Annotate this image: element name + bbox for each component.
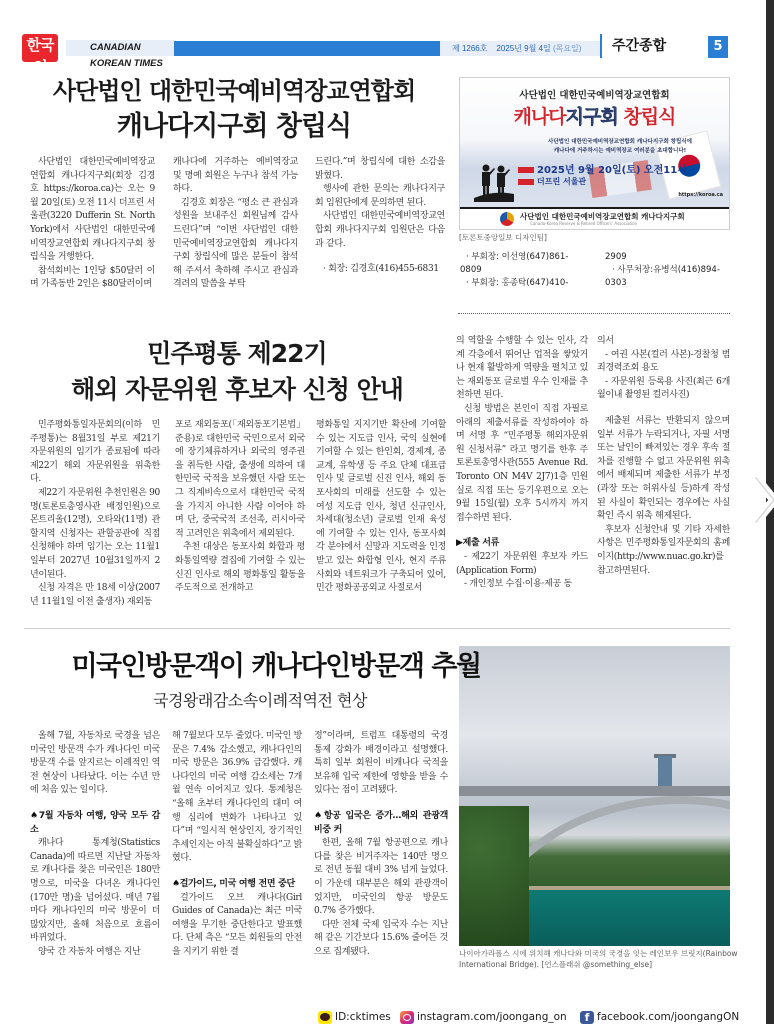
headline-line-1: 민주평통 제22기 (147, 339, 327, 368)
poster-footer-org: 사단법인 대한민국예비역장교연합회 캐나다지구회 (520, 212, 685, 221)
article1-column-2 (173, 156, 298, 292)
subheading: ♠걸가이드, 미국 여행 전면 중단 (172, 878, 295, 889)
paragraph: 추천 대상은 동포사회 화합과 평화통일역량 결집에 기여할 수 있는 신진 인사로 해외 평화통일 활동을 주도적으로 전개하고 (175, 542, 305, 594)
newspaper-english-name: CANADIAN KOREAN TIMES (66, 40, 174, 56)
newspaper-logo (22, 34, 58, 76)
officer-contacts (460, 251, 740, 299)
event-poster-image (459, 77, 730, 230)
issue-day: (목요일) (552, 44, 582, 53)
article3-column-1 (30, 730, 160, 960)
kakaotalk-icon (318, 1011, 332, 1024)
article3-column-3 (314, 730, 448, 960)
poster-title-part: 지구회 (565, 106, 618, 128)
headline-line-1: 사단법인 대한민국예비역장교연합회 (52, 77, 416, 105)
paragraph: 포로 재외동포(「재외동포기본법」 준용)로 대한민국 국민으로서 외국에 장기체류하거나 외국의 영주권을 취득한 사람, 출생에 의하여 대한민국 국적을 보유했던 사람 또는 그 직계비속으로서 대한민국 국적을 가지지 아니한 사람 이어야 하며 단, 중국국적 조선족, 러시아국적 고려인은 위촉에서 제외된다. (175, 420, 305, 539)
subheading: ♠7월 자동차 여행, 양국 모두 감소 (30, 810, 160, 835)
photo-credit: [토론토중앙일보 디자인팀] (459, 233, 547, 242)
subheading: ♠항공 입국은 증가…해외 관광객 비중 커 (314, 810, 448, 835)
facebook-icon: f (580, 1011, 594, 1024)
poster-footer (460, 207, 729, 229)
paragraph: 드린다.”며 창립식에 대한 소감을 밝혔다. (315, 157, 445, 181)
observation-tower (658, 756, 672, 788)
poster-footer-eng: Canada-Korea Reserve & Retired Officers' Association (530, 221, 638, 226)
paragraph: 한편, 올해 7월 항공편으로 캐나다를 찾은 비거주자는 140만 명으로 전년 동월 대비 3% 넘게 늘었다. 이 가운데 대부분은 해외 관광객이었지만, 미국인의 항공 방문도 0.7% 증가했다. (314, 838, 448, 917)
article3-column-2 (172, 730, 302, 960)
paragraph: 의 역할을 수행할 수 있는 인사, 각계 각층에서 뛰어난 업적을 쌓았거나 현재 활발하게 역량을 펼치고 있는 재외동포 글로벌 우수 인재를 추천하면 된다. (456, 336, 588, 401)
document-item: - 여권 사본(컬러 사본)-경찰청 범죄경력조회 용도 (597, 349, 730, 374)
page-number: 5 (708, 36, 728, 58)
paragraph: 김경호 회장은 “평소 큰 관심과 성원을 보내주신 회원님께 감사 드린다”며 “이번 사단법인 대한민국예비역장교연합회 캐나다지구회 창립식에 많은 분들이 참석해 주셔서 축하해 주시고 관심과 격려의 말씀을 부탁 (173, 197, 298, 290)
rainbow-bridge-photo (459, 646, 730, 946)
masthead (22, 34, 748, 76)
article2-column-3 (316, 419, 446, 596)
facebook-link[interactable] (580, 1011, 739, 1024)
article1-column-3 (315, 156, 445, 277)
paragraph: 신청 방법은 본인이 직접 자필로 아래의 제출서류를 작성하여야 하며 서명 후 “민주평통 해외자문위원 신청서류” 라고 명기를 한후 주토론토총영사관(555 Avenue Rd. Toronto ON M4V 2J7)1층 민원실로 직접 또는 등기우편으로 오는 9월 15일(월) 오후 5시까지 까지 접수하면 된다. (456, 403, 588, 523)
facebook-url: facebook.com/joongangON (597, 1011, 740, 1023)
article3-headline: 미국인방문객이 캐나다인방문객 추월 (71, 651, 481, 682)
bridge-deck (459, 786, 730, 796)
contact-secretary: · 사무처장:유병석(416)894- (612, 265, 720, 275)
saluting-soldiers-silhouette (474, 160, 514, 202)
paragraph: 신청 자격은 만 18세 이상(2007년 11월1일 이전 출생자) 재외동 (30, 583, 160, 607)
article2-headline (30, 336, 444, 408)
headline-line-2: 캐나다지구회 창립식 (116, 111, 352, 142)
paragraph: 캐나다 통계청(Statistics Canada)에 따르면 지난달 자동차로 캐나다를 찾은 미국인은 180만 명으로, 미국을 다녀온 캐나다인(170만 명)을 넘어섰다. 매년 7월마다 캐나다인의 미국 방문이 더 많았지만, 올해 처음으로 흐름이 바뀌었다. (30, 838, 160, 944)
photo-caption: 나이아가라폴스 시에 위치해 캐나다와 미국의 국경을 잇는 레인보우 브릿지(Rainbow International Bridge). [언스플래쉬 @something_else] (459, 949, 738, 969)
next-page-chevron-icon[interactable] (752, 472, 774, 528)
paragraph: 캐나다에 거주하는 예비역장교 및 명예 회원은 누구나 참석 가능하다. (173, 157, 298, 195)
paragraph: 걸가이드 오브 캐나다(Girl Guides of Canada)는 최근 미국 여행을 무기한 중단한다고 발표했다. 단체 측은 “모든 회원들의 안전을 지키기 위한 결 (172, 892, 302, 957)
paragraph: 다만 전체 국제 입국자 수는 지난해 같은 기간보다 15.6% 줄어든 것으로 집계됐다. (314, 919, 448, 957)
paragraph: 사단법인 대한민국예비역장교연합회 캐나다지구회(회장 김경호 https://koroa.ca)는 오는 9월 20일(토) 오전 11시 더프린 서울관(3220 Dufferin St. North York)에서 사단법인 대한민국예비역장교연합회 캐나다지구회 창립식을 거행한다. (30, 157, 155, 263)
paragraph: 후보자 신청안내 및 기타 자세한 사항은 민주평화통일자문회의 홈페이지(http://www.nuac.go.kr)를 참고하면된다. (597, 524, 730, 576)
masthead-bar (174, 41, 440, 56)
issue-date: 2025년 9월 4일 (496, 44, 551, 53)
paragraph: 양국 간 자동차 여행은 지난 (38, 946, 141, 957)
document-item: 의서 (597, 336, 614, 346)
headline-line-2: 해외 자문위원 후보자 신청 안내 (71, 375, 403, 404)
paragraph: 참석회비는 1인당 $50달러 이며 가족동반 2인은 $80달러이며 (30, 265, 155, 290)
poster-place (518, 176, 586, 187)
paragraph: 정”이라며, 트럼프 대통령의 국경 통제 강화가 배경이라고 설명했다. 특히 일부 회원이 비캐나다 국적을 보유해 입국 제한에 영향을 받을 수 있다는 점이 고려됐다. (314, 731, 448, 796)
issue-number: 제 1266호 (452, 44, 488, 53)
poster-place-text: 더프린 서울관 (537, 177, 587, 186)
article1-headline (24, 74, 444, 144)
paragraph: 올해 7월, 자동차로 국경을 넘은 미국인 방문객 수가 캐나다인 미국 방문객 수를 앞지르는 이례적인 역전 현상이 나타났다. 이는 수년 만에 처음 있는 일이다. (30, 731, 160, 796)
paragraph: 행사에 관한 문의는 캐나다지구회 임원단에게 문의하면 된다. (315, 184, 445, 208)
river-water (519, 890, 730, 946)
poster-date (518, 161, 687, 176)
issue-info (440, 41, 600, 56)
article1-column-1 (30, 156, 155, 292)
document-item: - 개인정보 수집·이용·제공 동 (464, 579, 572, 590)
paragraph: 사단법인 대한민국예비역장교연합회 캐나다지구회 임원단은 다음과 같다. (315, 211, 445, 249)
masthead-divider (600, 34, 602, 58)
instagram-url: instagram.com/joongang_on (417, 1011, 567, 1023)
article2-column-5 (597, 335, 730, 578)
documents-subheading: ▶제출 서류 (456, 538, 500, 549)
poster-url: https://koroa.ca (678, 192, 723, 198)
dotted-divider (458, 313, 730, 314)
article3-subheadline: 국경왕래감소속이례적역전 현상 (153, 691, 367, 710)
instagram-icon (400, 1011, 414, 1024)
contact-vp2: · 부회장: 홍종탁(647)410- (466, 278, 569, 288)
poster-main-title (460, 102, 729, 129)
document-item: - 제22기 자문위원 후보자 카드(Application Form) (456, 551, 588, 576)
article2-column-2 (175, 419, 305, 596)
poster-description (520, 138, 720, 156)
logo-text: 한국인 (26, 36, 54, 76)
paragraph: 해 7월보다 모두 줄었다. 미국인 방문은 7.4% 감소했고, 캐나다인의 미국 방문은 36.9% 급감했다. 캐나다인의 미국 여행 감소세는 7개월 연속 이어지고 있다. 통계청은 “올해 초부터 캐나다인의 대미 여행 심리에 변화가 나타나고 있다”며 “일시적 현상인지, 장기적인 추세인지는 아직 불확실하다”고 밝혔다. (172, 731, 302, 864)
paragraph: 제출된 서류는 반환되지 않으며 일부 서류가 누락되거나, 자필 서명 또는 날인이 빠져있는 경우 후속 절차를 진행할 수 없고 자문위원 위촉에서 배제되며 제출한 서류가 부정(과장 또는 허위사실 등)하게 작성된 사실이 확인되는 경우에는 사실 확인 즉시 위촉 해제된다. (597, 415, 730, 522)
article2-column-1 (30, 419, 160, 609)
paragraph: 평화통일 지지기반 확산에 기여할 수 있는 지도급 인사, 국익 실현에 기여할 수 있는 한인회, 경제계, 종교계, 유학생 등 주요 단체 대표급 인사 및 글로벌 신진 인사, 해외 동포사회의 미래를 선도할 수 있는 여성 지도급 인사, 청년 신규인사, 차세대(청소년) 글로벌 인재 육성에 기여할 수 있는 인사, 동포사회 각 분야에서 신망과 지도력을 인정 받고 있는 화합형 인사, 현지 주류사회와 네트워크가 구축되어 있어, 민간 평화공공외교 사절로서 (316, 420, 446, 594)
poster-title-part: 창립식 (617, 106, 676, 128)
poster-desc-line: 캐나다에 거주하시는 예비역장교 여러분을 초대합니다! (553, 148, 687, 154)
contact-vp1-cont: 0809 (460, 265, 482, 275)
article2-column-4 (456, 335, 588, 592)
section-divider (24, 628, 730, 629)
section-name: 주간종합 (612, 38, 667, 54)
poster-date-text: 2025년 9월 20일(토) 오전11시 (537, 165, 687, 176)
document-item: - 자문위원 등록용 사진(최근 6개월이내 촬영된 컬러사진) (597, 376, 730, 401)
poster-desc-line: 사단법인 대한민국예비역장교연합회 캐나다지구회 창립식에 (548, 139, 692, 145)
paragraph: 민주평화통일자문회의(이하 민주평통)는 8월31일 부로 제21기 자문위원의 임기가 종료됨에 따라 제22기 해외 자문위원을 위촉한다. (30, 420, 160, 485)
trees (459, 806, 529, 946)
instagram-link[interactable] (400, 1011, 567, 1024)
kakao-id: ID:cktimes (335, 1011, 391, 1023)
paragraph: 제22기 자문위원 추천인원은 90명(토론토총영사관 배정인원)으로 몬트리올(12명), 오타와(11명) 관할지역 신청자는 관할공관에 직접 신청해야 하며 임기는 오는 11월1일부터 2027년 10월31일까지 2년이된다. (30, 487, 160, 580)
contact-secretary-cont: 0303 (605, 278, 627, 288)
contact-president: · 회장: 김경호(416)455-6831 (323, 264, 439, 275)
association-emblem-icon (500, 212, 514, 226)
contact-vp2-cont: 2909 (605, 252, 627, 262)
contact-vp1: · 부회장: 이선영(647)861- (466, 252, 569, 262)
poster-title-part: 캐나다 (513, 106, 566, 128)
poster-org-title: 사단법인 대한민국예비역장교연합회 (519, 90, 670, 101)
kakao-link[interactable] (318, 1011, 391, 1024)
